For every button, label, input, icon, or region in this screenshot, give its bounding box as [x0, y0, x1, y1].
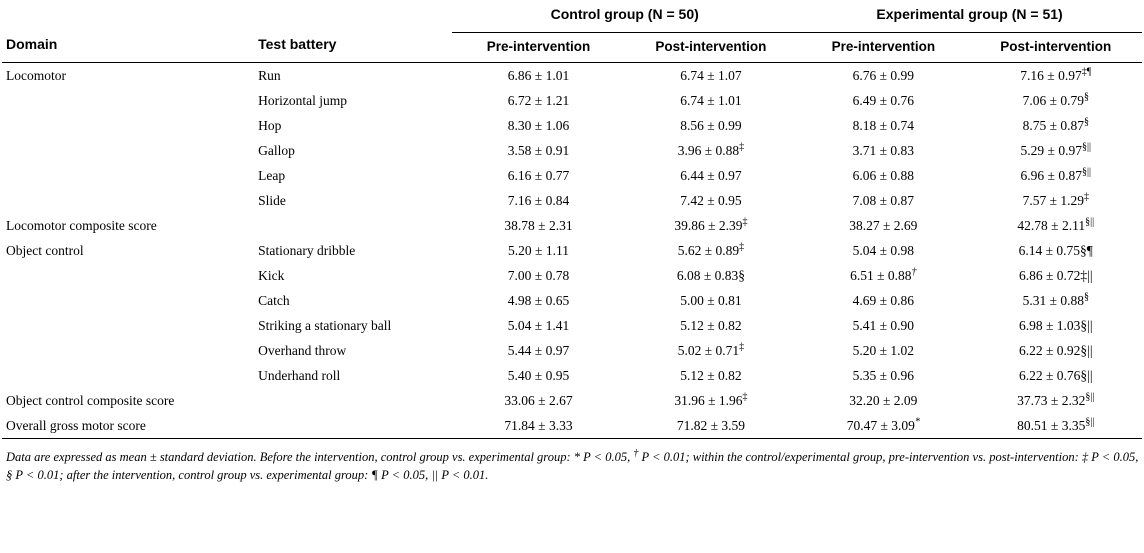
- cell-exp-pre: 70.47 ± 3.09*: [797, 413, 969, 439]
- cell-battery: Overhand throw: [258, 342, 347, 358]
- cell-control-pre: 6.86 ± 1.01: [452, 63, 624, 89]
- header-control-pre: Pre-intervention: [452, 33, 624, 63]
- cell-exp-post: 6.14 ± 0.75§¶: [1018, 242, 1093, 258]
- cell-exp-pre-significance-mark: †: [911, 266, 917, 277]
- table-header: [2, 0, 1142, 63]
- cell-exp-pre: 32.20 ± 2.09: [849, 392, 918, 408]
- cell-exp-pre: 8.18 ± 0.74: [852, 117, 915, 133]
- cell-control-post: 8.56 ± 0.99: [680, 117, 742, 133]
- cell-domain: [2, 338, 254, 363]
- cell-exp-pre: 6.49 ± 0.76: [852, 92, 915, 108]
- cell-exp-post-significance-mark: §||: [1085, 416, 1095, 427]
- cell-control-post-significance-mark: ‡: [742, 216, 748, 227]
- cell-exp-post: 7.06 ± 0.79§: [1022, 91, 1089, 108]
- cell-exp-post: 7.57 ± 1.29‡: [1022, 191, 1089, 208]
- cell-exp-post: 6.96 ± 0.87§||: [1020, 166, 1091, 183]
- cell-exp-post-significance-mark: §||: [1085, 391, 1095, 402]
- cell-control-post-significance-mark: ‡: [739, 341, 745, 352]
- cell-exp-post-significance-mark: §: [1083, 91, 1089, 102]
- cell-battery: [254, 413, 452, 439]
- cell-control-post: 5.02 ± 0.71‡: [677, 341, 745, 358]
- cell-domain: Overall gross motor score: [2, 413, 254, 439]
- cell-exp-post: 7.16 ± 0.97‡¶: [970, 63, 1142, 89]
- cell-control-post: 39.86 ± 2.39‡: [674, 216, 748, 233]
- cell-exp-pre: 6.51 ± 0.88†: [850, 266, 917, 283]
- cell-domain: [2, 288, 254, 313]
- cell-control-pre: 5.20 ± 1.11: [508, 242, 569, 258]
- cell-exp-post-significance-mark: §||: [1081, 166, 1091, 177]
- cell-exp-post: 6.86 ± 0.72‡||: [1018, 267, 1093, 283]
- cell-exp-pre: 5.41 ± 0.90: [852, 317, 915, 333]
- header-row-groups: [2, 0, 1142, 33]
- table-row: [2, 88, 1142, 113]
- cell-control-post: 5.00 ± 0.81: [680, 292, 742, 308]
- cell-battery: Slide: [258, 192, 286, 208]
- cell-control-pre: 6.72 ± 1.21: [507, 92, 570, 108]
- cell-control-pre: 3.58 ± 0.91: [507, 142, 570, 158]
- cell-battery: [254, 388, 452, 413]
- cell-battery: Striking a stationary ball: [258, 317, 392, 333]
- cell-domain: [2, 113, 254, 138]
- cell-control-pre: 5.44 ± 0.97: [507, 342, 570, 358]
- cell-control-post: 5.62 ± 0.89‡: [677, 241, 745, 258]
- cell-exp-post: 5.31 ± 0.88§: [1022, 291, 1089, 308]
- cell-battery: Horizontal jump: [258, 92, 347, 108]
- cell-control-pre: 4.98 ± 0.65: [507, 292, 570, 308]
- cell-exp-post-significance-mark: ‡¶: [1081, 66, 1092, 77]
- cell-exp-post: 6.98 ± 1.03§||: [1018, 317, 1093, 333]
- cell-control-post: 6.74 ± 1.07: [625, 63, 797, 89]
- cell-exp-post: 5.29 ± 0.97§||: [1020, 141, 1091, 158]
- cell-domain: Object control composite score: [6, 392, 175, 408]
- cell-battery: Run: [254, 63, 452, 89]
- table-row: [2, 163, 1142, 188]
- footnote-text-part1: Data are expressed as mean ± standard deviation. Before the intervention, control group vs. experimental group: * P < 0.05,: [6, 450, 634, 464]
- cell-domain: [2, 363, 254, 388]
- table-row: [2, 388, 1142, 413]
- cell-control-post-significance-mark: ‡: [739, 241, 745, 252]
- cell-control-pre: 8.30 ± 1.06: [507, 117, 570, 133]
- cell-battery: Hop: [258, 117, 282, 133]
- cell-battery: Gallop: [258, 142, 295, 158]
- cell-exp-post: 42.78 ± 2.11§||: [1017, 216, 1095, 233]
- header-experimental-group-label: Experimental group (N = 51): [876, 6, 1063, 22]
- cell-exp-pre: 38.27 ± 2.69: [849, 217, 918, 233]
- cell-exp-post: 8.75 ± 0.87§: [1022, 116, 1089, 133]
- cell-exp-post: 6.22 ± 0.76§||: [1018, 367, 1093, 383]
- cell-control-pre: 7.16 ± 0.84: [507, 192, 570, 208]
- cell-domain: [2, 163, 254, 188]
- cell-domain: [2, 263, 254, 288]
- header-domain: Domain: [6, 36, 58, 52]
- cell-control-pre: 38.78 ± 2.31: [504, 217, 573, 233]
- table-row: [2, 338, 1142, 363]
- table-row: [2, 113, 1142, 138]
- cell-control-post: 71.82 ± 3.59: [625, 413, 797, 439]
- table-row: [2, 313, 1142, 338]
- table-row: [2, 63, 1142, 89]
- table-row: [2, 263, 1142, 288]
- table-row: [2, 238, 1142, 263]
- cell-domain: [2, 313, 254, 338]
- cell-battery: Stationary dribble: [258, 242, 356, 258]
- header-control-post: Post-intervention: [625, 33, 797, 63]
- header-exp-post: Post-intervention: [970, 33, 1142, 63]
- table-row: [2, 213, 1142, 238]
- gross-motor-results-table: [2, 0, 1142, 439]
- cell-control-pre: 5.04 ± 1.41: [507, 317, 570, 333]
- cell-control-pre: 5.40 ± 0.95: [507, 367, 570, 383]
- cell-exp-post: 6.22 ± 0.92§||: [1018, 342, 1093, 358]
- cell-control-post: 5.12 ± 0.82: [680, 317, 742, 333]
- cell-exp-pre: 3.71 ± 0.83: [852, 142, 915, 158]
- footnote-dagger-symbol: †: [633, 447, 639, 459]
- table-row: [2, 288, 1142, 313]
- cell-control-post-significance-mark: ‡: [742, 391, 748, 402]
- cell-battery: Kick: [258, 267, 285, 283]
- cell-control-post: 6.08 ± 0.83§: [676, 267, 745, 283]
- table-row: [2, 363, 1142, 388]
- cell-exp-post: 80.51 ± 3.35§||: [970, 413, 1142, 439]
- cell-domain: Locomotor composite score: [6, 217, 157, 233]
- header-control-group-label: Control group (N = 50): [550, 6, 699, 22]
- cell-domain: Locomotor: [2, 63, 254, 89]
- cell-exp-post-significance-mark: §||: [1081, 141, 1091, 152]
- cell-exp-post-significance-mark: §||: [1085, 216, 1095, 227]
- cell-exp-pre-significance-mark: *: [914, 416, 920, 427]
- header-control-group: [452, 0, 797, 33]
- table-row: [2, 413, 1142, 439]
- cell-exp-post-significance-mark: §: [1083, 291, 1089, 302]
- cell-control-post-significance-mark: ‡: [739, 141, 745, 152]
- cell-exp-post: 37.73 ± 2.32§||: [1017, 391, 1095, 408]
- cell-exp-pre: 6.76 ± 0.99: [797, 63, 969, 89]
- cell-domain: [2, 138, 254, 163]
- cell-exp-post-significance-mark: §: [1083, 116, 1089, 127]
- cell-domain: [2, 88, 254, 113]
- header-battery: Test battery: [258, 36, 337, 52]
- cell-control-post: 3.96 ± 0.88‡: [677, 141, 745, 158]
- table-row: [2, 188, 1142, 213]
- cell-exp-pre: 5.04 ± 0.98: [852, 242, 915, 258]
- cell-control-post: 6.74 ± 1.01: [680, 92, 742, 108]
- cell-control-pre: 33.06 ± 2.67: [504, 392, 573, 408]
- cell-battery: [254, 213, 452, 238]
- cell-control-pre: 7.00 ± 0.78: [507, 267, 570, 283]
- cell-battery: Catch: [258, 292, 290, 308]
- cell-exp-pre: 5.35 ± 0.96: [852, 367, 915, 383]
- cell-battery: Underhand roll: [258, 367, 341, 383]
- cell-exp-pre: 6.06 ± 0.88: [852, 167, 915, 183]
- cell-control-post: 31.96 ± 1.96‡: [674, 391, 748, 408]
- cell-exp-pre: 5.20 ± 1.02: [852, 342, 915, 358]
- cell-control-pre: 71.84 ± 3.33: [452, 413, 624, 439]
- cell-domain: [2, 188, 254, 213]
- table-row: [2, 138, 1142, 163]
- cell-exp-pre: 7.08 ± 0.87: [852, 192, 915, 208]
- header-experimental-group: [797, 0, 1142, 33]
- cell-battery: Leap: [258, 167, 286, 183]
- cell-domain: Object control: [6, 242, 84, 258]
- cell-control-post: 6.44 ± 0.97: [680, 167, 742, 183]
- footnote-text-part3: P < 0.01; within the control/experimental group, pre-intervention vs. post-intervention: ‡ P < 0.05, § P < 0.01; after the intervention, control group vs. experimental group: ¶ P < 0.05, || P < 0.01.: [6, 450, 1139, 483]
- cell-exp-pre: 4.69 ± 0.86: [852, 292, 915, 308]
- table-body: [2, 63, 1142, 439]
- header-exp-pre: Pre-intervention: [797, 33, 969, 63]
- cell-control-pre: 6.16 ± 0.77: [507, 167, 570, 183]
- cell-control-post: 5.12 ± 0.82: [680, 367, 742, 383]
- cell-control-post: 7.42 ± 0.95: [680, 192, 742, 208]
- table-footnote: [2, 439, 1144, 484]
- cell-exp-post-significance-mark: ‡: [1083, 191, 1089, 202]
